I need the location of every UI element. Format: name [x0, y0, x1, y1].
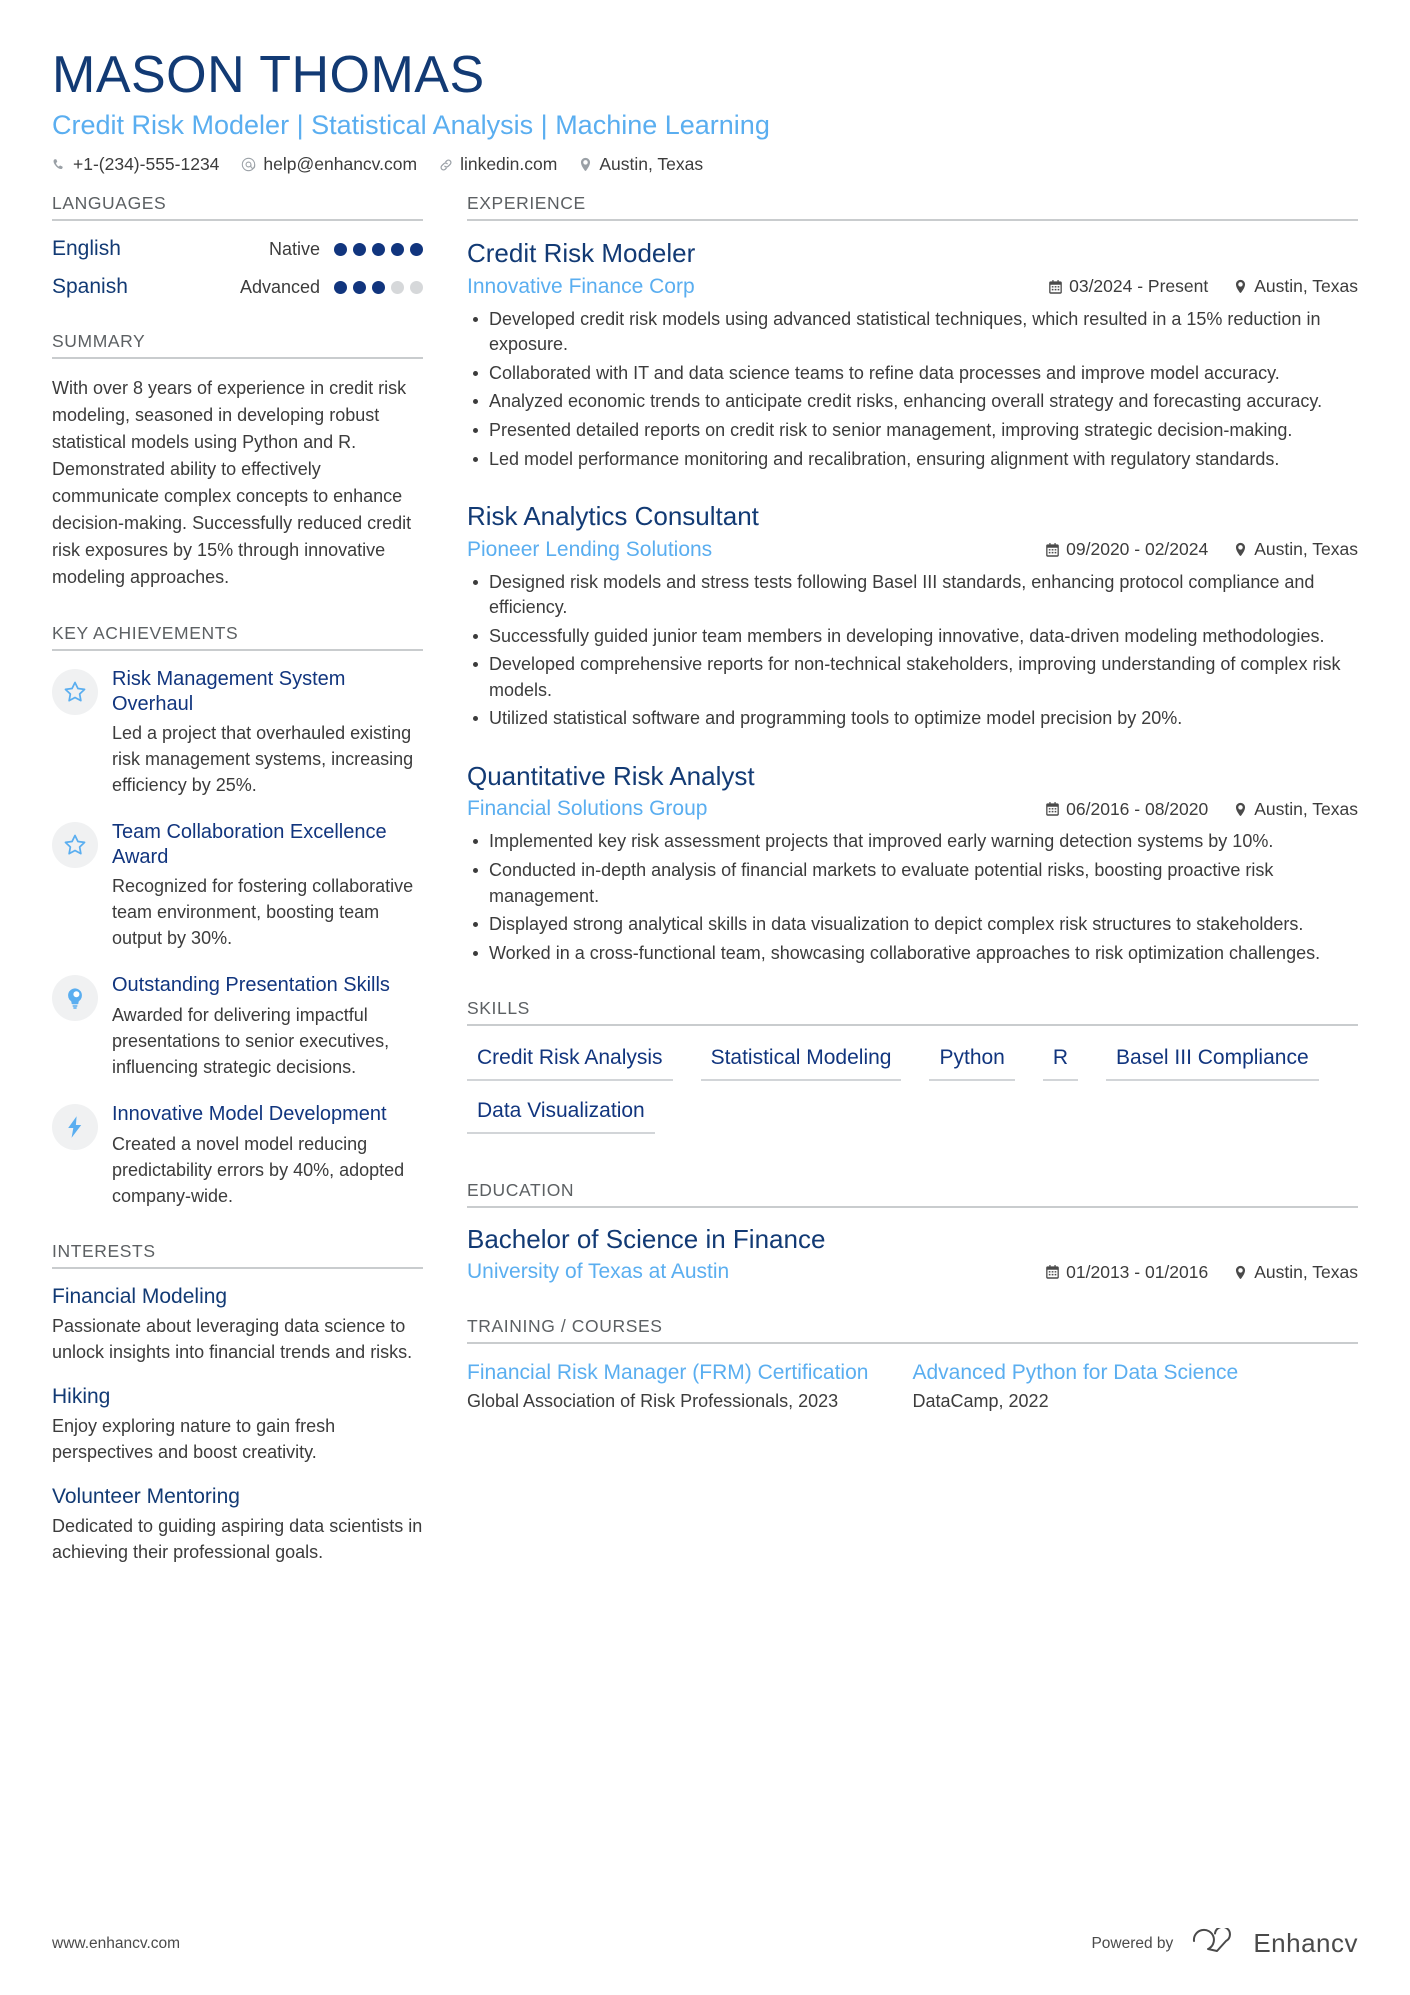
proficiency-dots	[334, 281, 423, 294]
course-item	[467, 1360, 913, 1414]
course-title: Advanced Python for Data Science	[912, 1361, 1239, 1385]
experience-bullet: Designed risk models and stress tests following Basel III standards, enhancing protocol compliance and efficiency.	[467, 570, 1358, 621]
proficiency-dot	[334, 281, 347, 294]
experience-list	[467, 237, 1358, 966]
section-title-skills: SKILLS	[467, 998, 1358, 1026]
interest-list	[52, 1285, 423, 1566]
language-level: Native	[268, 238, 320, 259]
course-provider: Global Association of Risk Professionals, 2023	[467, 1391, 839, 1412]
education-location	[1234, 1262, 1358, 1283]
experience-item	[467, 760, 1358, 966]
job-location-text: Austin, Texas	[1254, 276, 1358, 297]
calendar-icon	[1049, 280, 1062, 294]
experience-bullet: Developed comprehensive reports for non-technical stakeholders, improving understanding of complex risk models.	[467, 652, 1358, 703]
powered-by-block	[1091, 1928, 1358, 1959]
proficiency-dot	[410, 281, 423, 294]
presentation-icon	[52, 975, 98, 1021]
experience-item	[467, 237, 1358, 472]
job-bullets	[467, 307, 1358, 472]
lightning-bolt-icon	[52, 1104, 98, 1150]
achievement-item	[52, 667, 423, 798]
experience-item	[467, 500, 1358, 732]
proficiency-dot	[391, 281, 404, 294]
achievement-description: Recognized for fostering collaborative team environment, boosting team output by 30%.	[112, 876, 414, 949]
star-icon	[52, 669, 98, 715]
section-summary	[52, 331, 423, 591]
calendar-icon	[1046, 802, 1059, 816]
location-pin-icon	[1234, 1265, 1247, 1280]
education-location-text: Austin, Texas	[1254, 1261, 1358, 1282]
achievement-title: Team Collaboration Excellence Award	[112, 821, 387, 868]
interest-description: Enjoy exploring nature to gain fresh perspectives and boost creativity.	[52, 1416, 336, 1463]
experience-bullet: Analyzed economic trends to anticipate credit risks, enhancing overall strategy and forecasting accuracy.	[467, 389, 1358, 415]
experience-bullet: Collaborated with IT and data science teams to refine data processes and improve model accuracy.	[467, 361, 1358, 387]
proficiency-dot	[372, 281, 385, 294]
course-provider: DataCamp, 2022	[912, 1391, 1049, 1412]
language-item	[52, 237, 423, 261]
job-date-text: 06/2016 - 08/2020	[1066, 798, 1209, 819]
section-title-languages: LANGUAGES	[52, 193, 423, 221]
achievement-item	[52, 820, 423, 951]
powered-by-label: Powered by	[1091, 1934, 1174, 1952]
proficiency-dot	[410, 243, 423, 256]
achievement-description: Led a project that overhauled existing risk management systems, increasing efficiency by 25%.	[112, 723, 414, 796]
section-title-education: EDUCATION	[467, 1180, 1358, 1208]
section-languages	[52, 193, 423, 299]
contact-location-pin[interactable]	[579, 154, 703, 175]
interest-title: Financial Modeling	[52, 1284, 228, 1308]
education-item	[467, 1224, 1358, 1284]
sidebar	[52, 193, 467, 1597]
main-column	[467, 193, 1358, 1446]
section-title-interests: INTERESTS	[52, 1241, 423, 1269]
proficiency-dot	[353, 243, 366, 256]
language-name: English	[52, 237, 121, 261]
job-bullets	[467, 570, 1358, 732]
contact-email[interactable]	[241, 154, 417, 175]
course-item	[913, 1360, 1359, 1414]
skill-tag: Python	[929, 1042, 1014, 1081]
education-school: University of Texas at Austin	[467, 1260, 730, 1284]
language-item	[52, 275, 423, 299]
interest-title: Volunteer Mentoring	[52, 1485, 240, 1509]
proficiency-dot	[372, 243, 385, 256]
achievement-item	[52, 1102, 423, 1209]
language-level: Advanced	[239, 276, 320, 297]
contact-text: help@enhancv.com	[263, 154, 418, 175]
section-title-summary: SUMMARY	[52, 331, 423, 359]
section-experience	[467, 193, 1358, 966]
course-title: Financial Risk Manager (FRM) Certification	[467, 1361, 869, 1385]
skill-tag: Basel III Compliance	[1106, 1042, 1319, 1081]
enhancv-brand-name: Enhancv	[1253, 1928, 1358, 1958]
experience-bullet: Led model performance monitoring and recalibration, ensuring alignment with regulatory standards.	[467, 447, 1358, 473]
page-footer	[52, 1928, 1358, 1959]
job-date-text: 03/2024 - Present	[1069, 276, 1209, 297]
job-date-text: 09/2020 - 02/2024	[1066, 539, 1209, 560]
section-training	[467, 1316, 1358, 1414]
skill-tag: Credit Risk Analysis	[467, 1042, 673, 1081]
job-location	[1234, 799, 1358, 820]
section-skills	[467, 998, 1358, 1148]
calendar-icon	[1046, 543, 1059, 557]
contact-row	[52, 154, 1358, 175]
proficiency-dot	[353, 281, 366, 294]
achievement-title: Outstanding Presentation Skills	[112, 974, 390, 997]
education-date	[1046, 1262, 1208, 1283]
experience-bullet: Worked in a cross-functional team, showcasing collaborative approaches to risk optimization challenges.	[467, 941, 1358, 967]
job-location	[1234, 276, 1358, 297]
experience-bullet: Conducted in-depth analysis of financial markets to evaluate potential risks, boosting proactive risk management.	[467, 858, 1358, 909]
section-education	[467, 1180, 1358, 1284]
calendar-icon	[1046, 1265, 1059, 1279]
experience-bullet: Developed credit risk models using advanced statistical techniques, which resulted in a 15% reduction in exposure.	[467, 307, 1358, 358]
achievement-item	[52, 973, 423, 1080]
section-title-achievements: KEY ACHIEVEMENTS	[52, 623, 423, 651]
resume-header	[52, 48, 1358, 175]
contact-phone[interactable]	[52, 154, 219, 175]
section-title-experience: EXPERIENCE	[467, 193, 1358, 221]
interest-description: Passionate about leveraging data science to unlock insights into financial trends and risks.	[52, 1315, 413, 1362]
job-company: Innovative Finance Corp	[467, 274, 695, 298]
course-list	[467, 1360, 1358, 1414]
education-degree: Bachelor of Science in Finance	[467, 1224, 826, 1255]
skill-tag: R	[1043, 1042, 1078, 1081]
location-pin-icon	[1234, 279, 1247, 294]
achievement-title: Risk Management System Overhaul	[112, 668, 346, 715]
interest-item	[52, 1485, 423, 1565]
star-icon	[52, 822, 98, 868]
skill-tag: Data Visualization	[467, 1095, 655, 1134]
job-company: Pioneer Lending Solutions	[467, 537, 713, 561]
job-company: Financial Solutions Group	[467, 797, 708, 821]
experience-bullet: Displayed strong analytical skills in data visualization to depict complex risk structures to stakeholders.	[467, 912, 1358, 938]
contact-text: Austin, Texas	[599, 154, 704, 175]
language-name: Spanish	[52, 275, 128, 299]
interest-title: Hiking	[52, 1385, 111, 1408]
enhancv-logo-icon	[1191, 1928, 1243, 1959]
candidate-name: MASON THOMAS	[52, 46, 485, 104]
job-date	[1046, 539, 1208, 560]
section-key-achievements	[52, 623, 423, 1208]
experience-bullet: Utilized statistical software and programming tools to optimize model precision by 20%.	[467, 706, 1358, 732]
language-list	[52, 237, 423, 299]
job-date	[1046, 799, 1208, 820]
location-pin-icon	[1234, 802, 1247, 817]
job-location-text: Austin, Texas	[1254, 539, 1358, 560]
job-title: Quantitative Risk Analyst	[467, 760, 755, 791]
achievement-description: Awarded for delivering impactful presentations to senior executives, influencing strategic decisions.	[112, 1004, 390, 1078]
summary-text: With over 8 years of experience in credit risk modeling, seasoned in developing robust statistical models using Python and R. Demonstrated ability to effectively communicate complex concepts to enhance decision-making. Successfully reduced credit risk exposures by 15% through innovative modeling approaches.	[52, 378, 412, 588]
link-icon	[439, 158, 453, 172]
interest-description: Dedicated to guiding aspiring data scientists in achieving their professional goals.	[52, 1516, 423, 1563]
education-list	[467, 1224, 1358, 1284]
footer-website[interactable]: www.enhancv.com	[52, 1934, 181, 1952]
section-title-training: TRAINING / COURSES	[467, 1316, 1358, 1344]
candidate-headline: Credit Risk Modeler | Statistical Analysis | Machine Learning	[52, 109, 770, 140]
achievement-list	[52, 667, 423, 1208]
enhancv-brand	[1191, 1928, 1358, 1959]
skill-list	[467, 1042, 1358, 1148]
section-interests	[52, 1241, 423, 1566]
achievement-description: Created a novel model reducing predictability errors by 40%, adopted company-wide.	[112, 1133, 405, 1206]
interest-item	[52, 1385, 423, 1465]
contact-text: linkedin.com	[460, 154, 558, 175]
experience-bullet: Successfully guided junior team members in developing innovative, data-driven modeling methodologies.	[467, 624, 1358, 650]
experience-bullet: Implemented key risk assessment projects that improved early warning detection systems by 10%.	[467, 829, 1358, 855]
experience-bullet: Presented detailed reports on credit risk to senior management, improving strategic decision-making.	[467, 418, 1358, 444]
proficiency-dot	[391, 243, 404, 256]
job-date	[1049, 276, 1208, 297]
job-location-text: Austin, Texas	[1254, 798, 1358, 819]
email-icon	[241, 157, 256, 172]
proficiency-dot	[334, 243, 347, 256]
contact-link[interactable]	[439, 154, 557, 175]
interest-item	[52, 1285, 423, 1365]
proficiency-dots	[334, 243, 423, 256]
job-location	[1234, 539, 1358, 560]
skill-tag: Statistical Modeling	[701, 1042, 902, 1081]
contact-text: +1-(234)-555-1234	[73, 154, 220, 175]
job-title: Risk Analytics Consultant	[467, 501, 759, 532]
achievement-title: Innovative Model Development	[112, 1103, 387, 1126]
phone-icon	[52, 158, 66, 172]
location-pin-icon	[1234, 542, 1247, 557]
job-title: Credit Risk Modeler	[467, 238, 696, 269]
education-date-text: 01/2013 - 01/2016	[1066, 1261, 1209, 1282]
job-bullets	[467, 829, 1358, 966]
location-pin-icon	[579, 157, 592, 172]
